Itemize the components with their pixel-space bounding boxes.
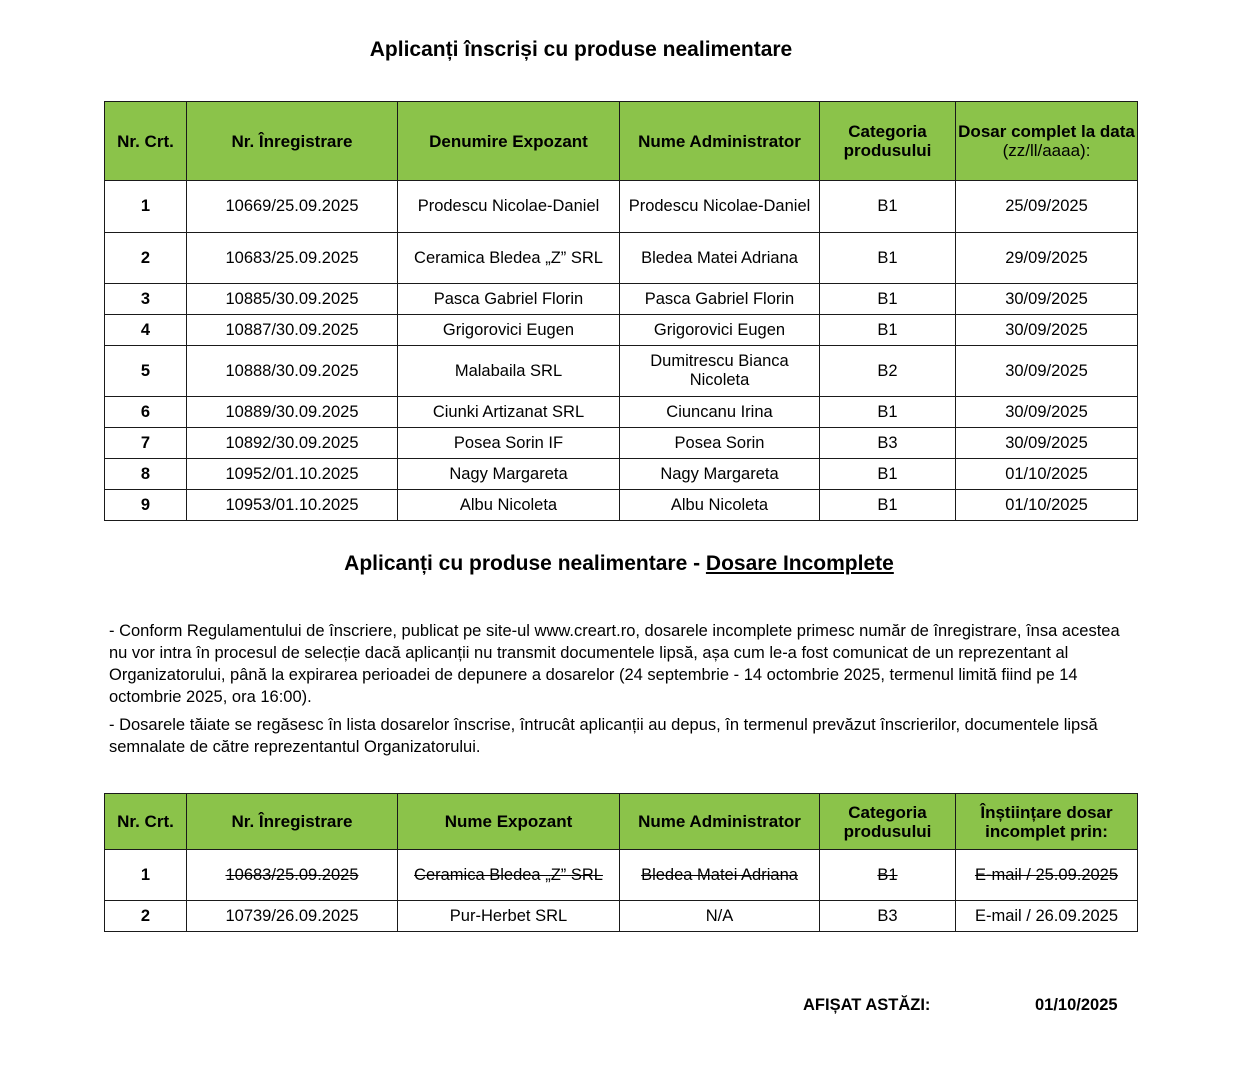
cell-nume-administrator bbox=[620, 850, 820, 901]
table-row bbox=[105, 490, 1138, 521]
note-paragraph: - Dosarele tăiate se regăsesc în lista dosarelor înscrise, întrucât aplicanții au depus, în termenul prevăzut înscrierilor, documentele lipsă semnalate de către reprezentantul Organizatorului. bbox=[109, 716, 1098, 756]
cell-nr-inregistrare: 10889/30.09.2025 bbox=[187, 397, 398, 428]
cell-nume-administrator: Ciuncanu Irina bbox=[620, 397, 820, 428]
note-paragraph: - Conform Regulamentului de înscriere, publicat pe site-ul www.creart.ro, dosarele incomplete primesc număr de înregistrare, însa acestea nu vor intra în procesul de selecție dacă aplicanții nu transmit documentele lipsă, așa cum le-a fost comunicat de un reprezentant al Organizatorului, până la expirarea perioadei de depunere a dosarelor (24 septembrie - 14 octombrie 2025, termenul limită fiind pe 14 octombrie 2025, ora 16:00). bbox=[109, 622, 1120, 706]
incomplete-applicants-table bbox=[104, 793, 1138, 932]
cell-nr-crt: 1 bbox=[105, 181, 187, 233]
cell-nr-crt: 8 bbox=[105, 459, 187, 490]
page-title-registered: Aplicanți înscriși cu produse nealimentare bbox=[369, 38, 793, 61]
cell-nume-administrator: Prodescu Nicolae-Daniel bbox=[620, 181, 820, 233]
table-row bbox=[105, 284, 1138, 315]
cell-nume-expozant: Pur-Herbet SRL bbox=[398, 901, 620, 932]
cell-denumire-expozant: Malabaila SRL bbox=[398, 346, 620, 397]
cell-nr-inregistrare: 10887/30.09.2025 bbox=[187, 315, 398, 346]
cell-dosar-complet-data: 01/10/2025 bbox=[956, 459, 1138, 490]
cell-dosar-complet-data: 30/09/2025 bbox=[956, 315, 1138, 346]
cell-instiintare: E-mail / 26.09.2025 bbox=[956, 901, 1138, 932]
cell-denumire-expozant: Prodescu Nicolae-Daniel bbox=[398, 181, 620, 233]
col-header-nr-inregistrare: Nr. Înregistrare bbox=[187, 794, 398, 850]
cell-dosar-complet-data: 30/09/2025 bbox=[956, 346, 1138, 397]
col-header-instiintare: Înștiințare dosar incomplet prin: bbox=[956, 794, 1138, 850]
cell-nr-inregistrare: 10739/26.09.2025 bbox=[187, 901, 398, 932]
struck-text: 10683/25.09.2025 bbox=[225, 865, 359, 884]
cell-instiintare bbox=[956, 850, 1138, 901]
cell-nr-inregistrare: 10892/30.09.2025 bbox=[187, 428, 398, 459]
cell-nr-crt: 5 bbox=[105, 346, 187, 397]
cell-categoria: B1 bbox=[820, 233, 956, 284]
table-row bbox=[105, 315, 1138, 346]
cell-nume-administrator: Nagy Margareta bbox=[620, 459, 820, 490]
cell-nr-inregistrare: 10885/30.09.2025 bbox=[187, 284, 398, 315]
cell-categoria: B2 bbox=[820, 346, 956, 397]
cell-nume-administrator: Pasca Gabriel Florin bbox=[620, 284, 820, 315]
cell-nume-administrator: N/A bbox=[620, 901, 820, 932]
struck-text: E-mail / 25.09.2025 bbox=[974, 865, 1119, 884]
table-row bbox=[105, 459, 1138, 490]
cell-categoria: B1 bbox=[820, 181, 956, 233]
col-header-nr-crt: Nr. Crt. bbox=[105, 794, 187, 850]
table-row bbox=[105, 428, 1138, 459]
table-header-row bbox=[105, 794, 1138, 850]
posted-today-label: AFIȘAT ASTĂZI: bbox=[803, 996, 931, 1014]
col-header-nume-administrator: Nume Administrator bbox=[620, 794, 820, 850]
cell-categoria: B1 bbox=[820, 284, 956, 315]
cell-nr-crt: 9 bbox=[105, 490, 187, 521]
cell-denumire-expozant: Albu Nicoleta bbox=[398, 490, 620, 521]
cell-nr-crt: 3 bbox=[105, 284, 187, 315]
title-underlined: Dosare Incomplete bbox=[705, 552, 894, 575]
notes-block bbox=[109, 620, 1129, 764]
cell-categoria: B3 bbox=[820, 428, 956, 459]
cell-nr-inregistrare: 10953/01.10.2025 bbox=[187, 490, 398, 521]
cell-nr-crt: 6 bbox=[105, 397, 187, 428]
cell-denumire-expozant: Ciunki Artizanat SRL bbox=[398, 397, 620, 428]
cell-nr-inregistrare: 10683/25.09.2025 bbox=[187, 233, 398, 284]
cell-nr-crt: 4 bbox=[105, 315, 187, 346]
cell-denumire-expozant: Nagy Margareta bbox=[398, 459, 620, 490]
table-row bbox=[105, 850, 1138, 901]
struck-text: Bledea Matei Adriana bbox=[641, 865, 798, 884]
cell-nume-administrator: Dumitrescu Bianca Nicoleta bbox=[620, 346, 820, 397]
table-row bbox=[105, 346, 1138, 397]
cell-nr-inregistrare: 10669/25.09.2025 bbox=[187, 181, 398, 233]
table-header-row bbox=[105, 102, 1138, 181]
cell-denumire-expozant: Grigorovici Eugen bbox=[398, 315, 620, 346]
cell-nr-inregistrare: 10952/01.10.2025 bbox=[187, 459, 398, 490]
cell-categoria bbox=[820, 850, 956, 901]
cell-nr-crt: 2 bbox=[105, 233, 187, 284]
title-prefix: Aplicanți cu produse nealimentare - bbox=[344, 552, 706, 575]
cell-nume-administrator: Posea Sorin bbox=[620, 428, 820, 459]
table-row bbox=[105, 233, 1138, 284]
col-header-nume-administrator: Nume Administrator bbox=[620, 102, 820, 181]
cell-dosar-complet-data: 30/09/2025 bbox=[956, 397, 1138, 428]
col-header-categoria: Categoria produsului bbox=[820, 794, 956, 850]
col-header-categoria: Categoria produsului bbox=[820, 102, 956, 181]
cell-nr-crt: 1 bbox=[105, 850, 187, 901]
table-row bbox=[105, 181, 1138, 233]
table-row bbox=[105, 397, 1138, 428]
col-header-nr-inregistrare: Nr. Înregistrare bbox=[187, 102, 398, 181]
cell-categoria: B1 bbox=[820, 459, 956, 490]
cell-nume-administrator: Grigorovici Eugen bbox=[620, 315, 820, 346]
cell-categoria: B1 bbox=[820, 315, 956, 346]
cell-categoria: B1 bbox=[820, 490, 956, 521]
cell-denumire-expozant: Pasca Gabriel Florin bbox=[398, 284, 620, 315]
col-header-date-format: (zz/ll/aaaa): bbox=[1002, 141, 1091, 160]
cell-nr-inregistrare bbox=[187, 850, 398, 901]
cell-dosar-complet-data: 30/09/2025 bbox=[956, 284, 1138, 315]
cell-dosar-complet-data: 30/09/2025 bbox=[956, 428, 1138, 459]
page-title-incomplete bbox=[0, 552, 1238, 576]
cell-nr-inregistrare: 10888/30.09.2025 bbox=[187, 346, 398, 397]
table-row bbox=[105, 901, 1138, 932]
registered-applicants-table bbox=[104, 101, 1138, 521]
col-header-nume-expozant: Nume Expozant bbox=[398, 794, 620, 850]
cell-dosar-complet-data: 01/10/2025 bbox=[956, 490, 1138, 521]
cell-denumire-expozant: Ceramica Bledea „Z” SRL bbox=[398, 233, 620, 284]
cell-nume-administrator: Bledea Matei Adriana bbox=[620, 233, 820, 284]
col-header-dosar-complet bbox=[956, 102, 1138, 181]
col-header-denumire-expozant: Denumire Expozant bbox=[398, 102, 620, 181]
col-header-dosar-complet-label: Dosar complet la data bbox=[958, 122, 1135, 141]
col-header-nr-crt: Nr. Crt. bbox=[105, 102, 187, 181]
cell-nr-crt: 7 bbox=[105, 428, 187, 459]
cell-nr-crt: 2 bbox=[105, 901, 187, 932]
posted-today-date: 01/10/2025 bbox=[1035, 996, 1118, 1014]
cell-dosar-complet-data: 25/09/2025 bbox=[956, 181, 1138, 233]
cell-dosar-complet-data: 29/09/2025 bbox=[956, 233, 1138, 284]
cell-nume-expozant bbox=[398, 850, 620, 901]
struck-text: Ceramica Bledea „Z” SRL bbox=[414, 865, 603, 884]
struck-text: B1 bbox=[877, 865, 898, 884]
cell-categoria: B1 bbox=[820, 397, 956, 428]
cell-categoria: B3 bbox=[820, 901, 956, 932]
cell-nume-administrator: Albu Nicoleta bbox=[620, 490, 820, 521]
cell-denumire-expozant: Posea Sorin IF bbox=[398, 428, 620, 459]
